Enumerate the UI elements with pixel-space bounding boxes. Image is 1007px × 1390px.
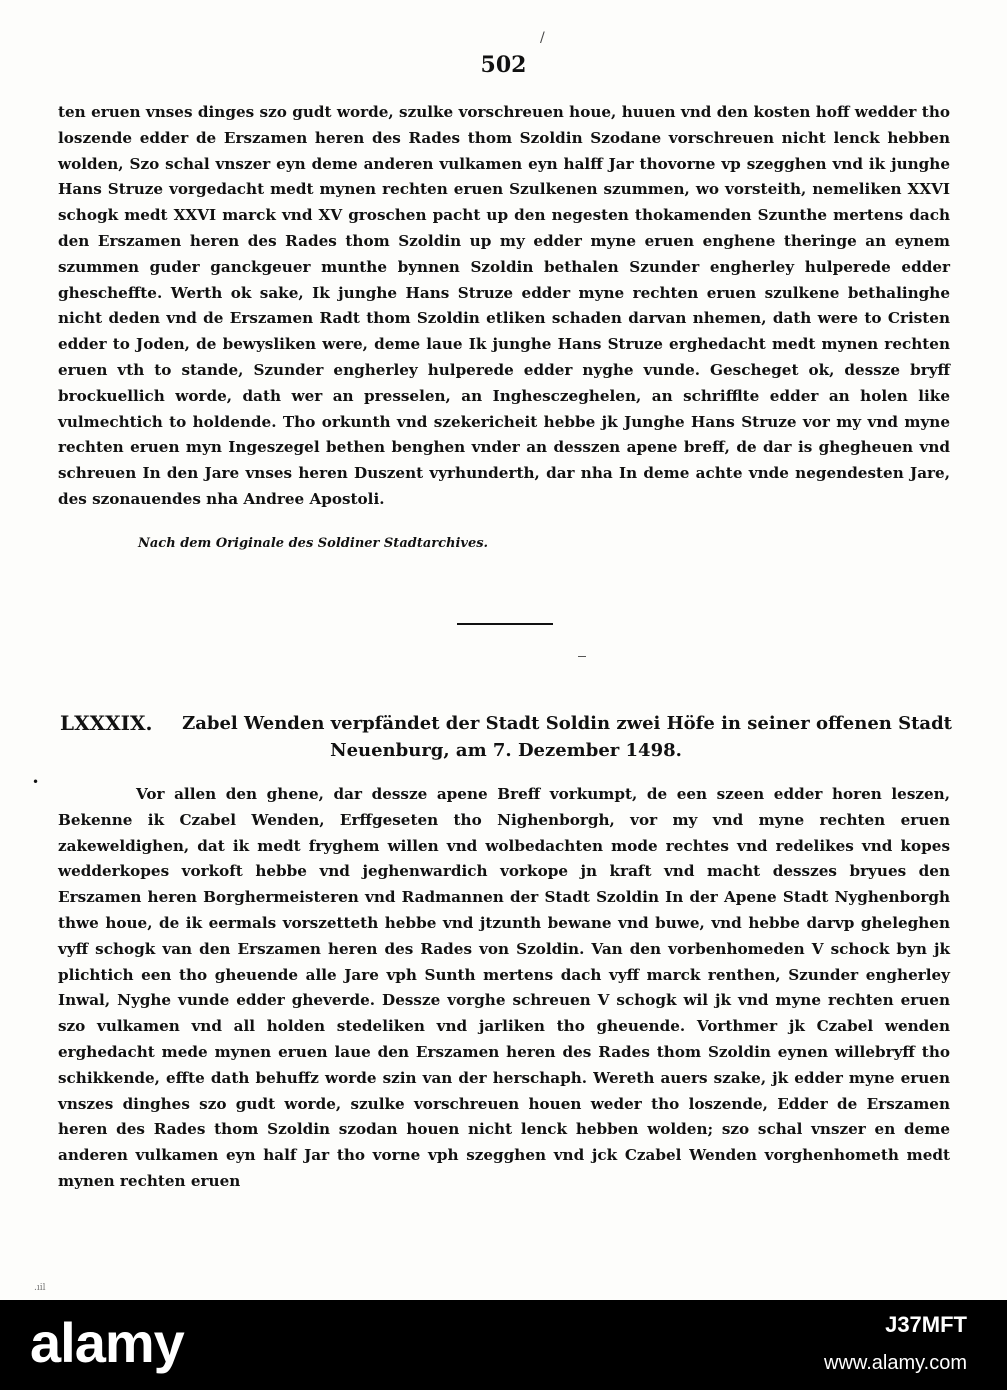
image-id: J37MFT (885, 1312, 967, 1337)
document-title-line-1: Zabel Wenden verpfändet der Stadt Soldin zwei Höfe in seiner offenen Stadt (182, 713, 952, 734)
document-title-line-2: Neuenburg, am 7. Dezember 1498. (330, 740, 682, 761)
document-number: LXXXIX. (60, 711, 153, 735)
top-margin-mark: / (540, 30, 545, 46)
paragraph-charter-end: ten eruen vnses dinges szo gudt worde, szulke vorschreuen houe, huuen vnd den kosten hoff wedder tho loszende edder de Erszamen heren des Rades thom Szoldin Szodane vorschreuen nicht lenck hebben wolden, Szo schal vnszer eyn deme anderen vulkamen eyn halff Jar thovorne vp szegghen vnd ik junghe Hans Struze vorgedacht medt mynen rechten eruen Szulkenen szummen, wo vorsteith, nemeliken XXVI schogk medt XXVI marck vnd XV groschen pacht up den negesten thokamenden Szunthe mertens dach den Erszamen heren des Rades thom Szoldin up my edder myne eruen enghene theringe an eynem szummen guder ganckgeuer munthe bynnen Szoldin bethalen Szunder engherley hulperede edder ghescheffte. Werth ok sake, Ik junghe Hans Struze edder myne rechten eruen szulkene bethalinghe nicht deden vnd de Erszamen Radt thom Szoldin etliken schaden darvan nhemen, dath were to Cristen edder to Joden, de bewysliken were, deme laue Ik junghe Hans Struze erghedacht medt mynen rechten eruen vth to stande, Szunder engherley hulperede edder nyghe vunde. Gescheget ok, dessze bryff brockuellich worde, dath wer an presselen, an Inghesczeghelen, an schrifflte edder an holen like vulmechtich to holdende. Tho orkunth vnd szekericheit hebbe jk Junghe Hans Struze vor my vnd myne rechten eruen myn Ingeszegel bethen benghen vnder an desszen apene breff, de dar is ghegheuen vnd schreuen In den Jare vnses heren Duszent vyrhunderth, dar nha In deme achte vnde negendesten Jare, des szonauendes nha Andree Apostoli. (58, 103, 950, 508)
document-heading (60, 710, 952, 764)
watermark-banner (0, 1300, 1007, 1390)
margin-dot: • (32, 775, 40, 789)
scan-mark (578, 656, 586, 657)
section-divider (457, 623, 553, 625)
bottom-scan-mark: .ıil (34, 1283, 46, 1293)
alamy-logo: alamy (30, 1311, 184, 1374)
paragraph-charter-text: Vor allen den ghene, dar dessze apene Breff vorkumpt, de een szeen edder horen leszen, Bekenne ik Czabel Wenden, Erffgeseten tho Nighenborgh, vor my vnd myne rechten eruen zakeweldighen, dat ik medt fryghem willen vnd wolbedachten mode rechtes vnd redelikes vnd kopes wedderkopes vorkoft hebbe vnd jeghenwardich vorkope jn kraft vnd macht desszes bryues den Erszamen heren Borghermeisteren vnd Radmannen der Stadt Szoldin In der Apene Stadt Nyghenborgh thwe houe, de ik eermals vorszetteth hebbe vnd jtzunth bewane vnd buwe, vnd hebbe darvp gheleghen vyff schogk van den Erszamen heren des Rades von Szoldin. Van den vorbenhomeden V schock byn jk plichtich een tho gheuende alle Jare vph Sunth mertens dach vyff marck renthen, Szunder engherley Inwal, Nyghe vunde edder gheverde. Dessze vorghe schreuen V schogk wil jk vnd myne rechten eruen szo vulkamen vnd all holden stedeliken vnd jarliken tho gheuende. Vorthmer jk Czabel wenden erghedacht mede mynen eruen laue den Erszamen heren des Rades thom Szoldin eynen willebryff tho schikkende, effte dath behuffz worde szin van der herschaph. Wereth auers szake, jk edder myne eruen vnszes dinghes szo gudt worde, szulke vorschreuen houen weder tho loszende, Edder de Erszamen heren des Rades thom Szoldin szodan houen nicht lenck hebben wolden; szo schal vnszer en deme anderen vulkamen eyn half Jar tho vorne vph szegghen vnd jck Czabel Wenden vorghenhometh medt mynen rechten eruen (58, 785, 950, 1190)
page-number: 502 (480, 52, 527, 78)
site-url: www.alamy.com (824, 1352, 967, 1374)
source-note: Nach dem Originale des Soldiner Stadtarchives. (138, 536, 489, 551)
